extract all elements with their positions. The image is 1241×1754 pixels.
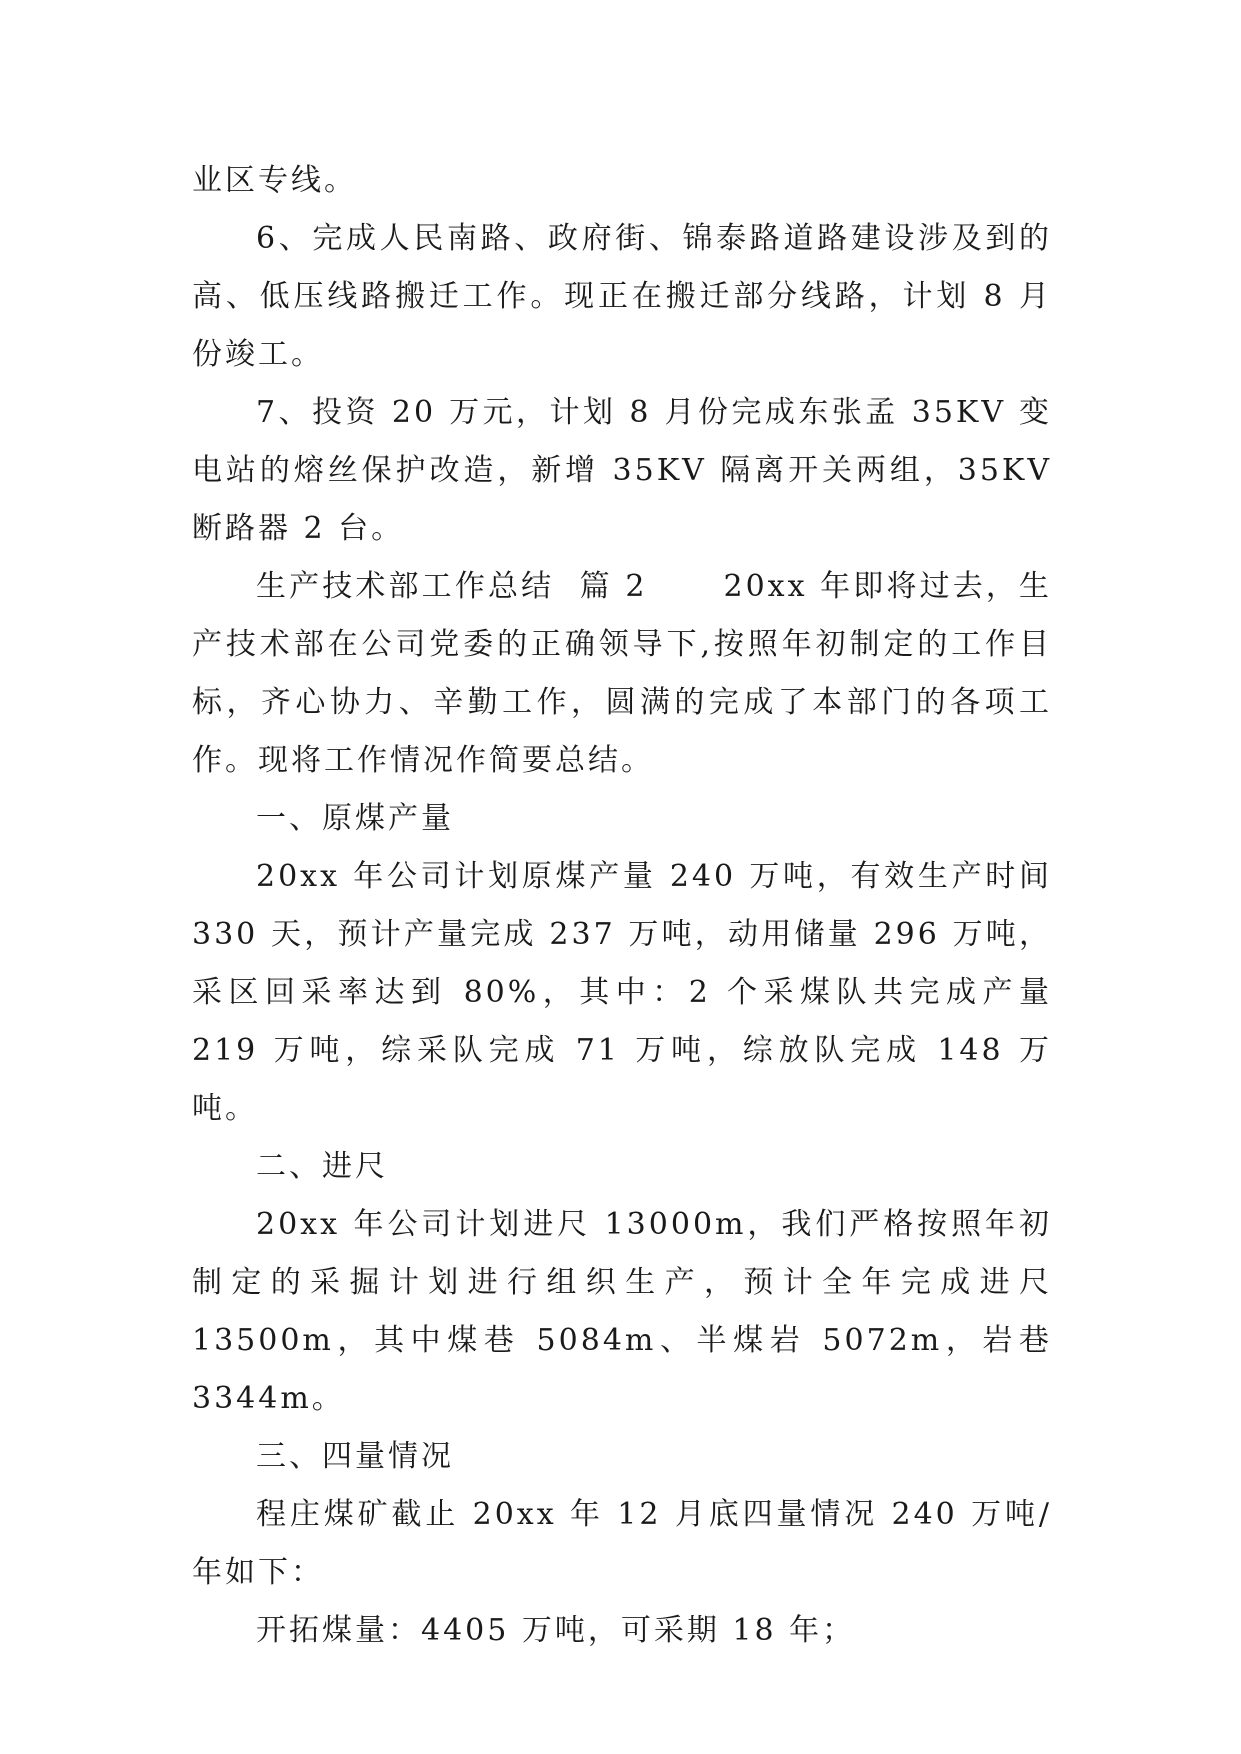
paragraph-developed-coal: 开拓煤量：4405 万吨，可采期 18 年； (256, 1613, 856, 1648)
paragraph-footage: 20xx 年公司计划进尺 13000m，我们严格按照年初制定的采掘计划进行组织生产，预计全年完成进尺 13500m，其中煤巷 5084m、半煤岩 5072m，岩巷 3344m。 (192, 1207, 1052, 1416)
paragraph-raw-coal-output: 20xx 年公司计划原煤产量 240 万吨，有效生产时间 330 天，预计产量完成 237 万吨，动用储量 296 万吨，采区回采率达到 80%，其中：2 个采煤队共完成产量 219 万吨，综采队完成 71 万吨，综放队完成 148 万吨。 (192, 859, 1052, 1126)
document-body (192, 152, 1052, 1660)
paragraph-continuation: 业区专线。 (192, 163, 357, 198)
heading-raw-coal-output: 一、原煤产量 (256, 801, 454, 836)
paragraph-four-quantities: 程庄煤矿截止 20xx 年 12 月底四量情况 240 万吨/年如下： (192, 1497, 1052, 1590)
heading-four-quantities: 三、四量情况 (256, 1439, 454, 1474)
heading-footage: 二、进尺 (256, 1149, 388, 1184)
paragraph-item-7: 7、投资 20 万元，计划 8 月份完成东张孟 35KV 变电站的熔丝保护改造，新增 35KV 隔离开关两组，35KV 断路器 2 台。 (192, 395, 1052, 546)
paragraph-item-6: 6、完成人民南路、政府街、锦泰路道路建设涉及到的高、低压线路搬迁工作。现正在搬迁部分线路，计划 8 月份竣工。 (192, 221, 1052, 372)
paragraph-section-intro: 生产技术部工作总结 篇 2 20xx 年即将过去，生产技术部在公司党委的正确领导下,按照年初制定的工作目标，齐心协力、辛勤工作，圆满的完成了本部门的各项工作。现将工作情况作简要总结。 (192, 569, 1052, 778)
